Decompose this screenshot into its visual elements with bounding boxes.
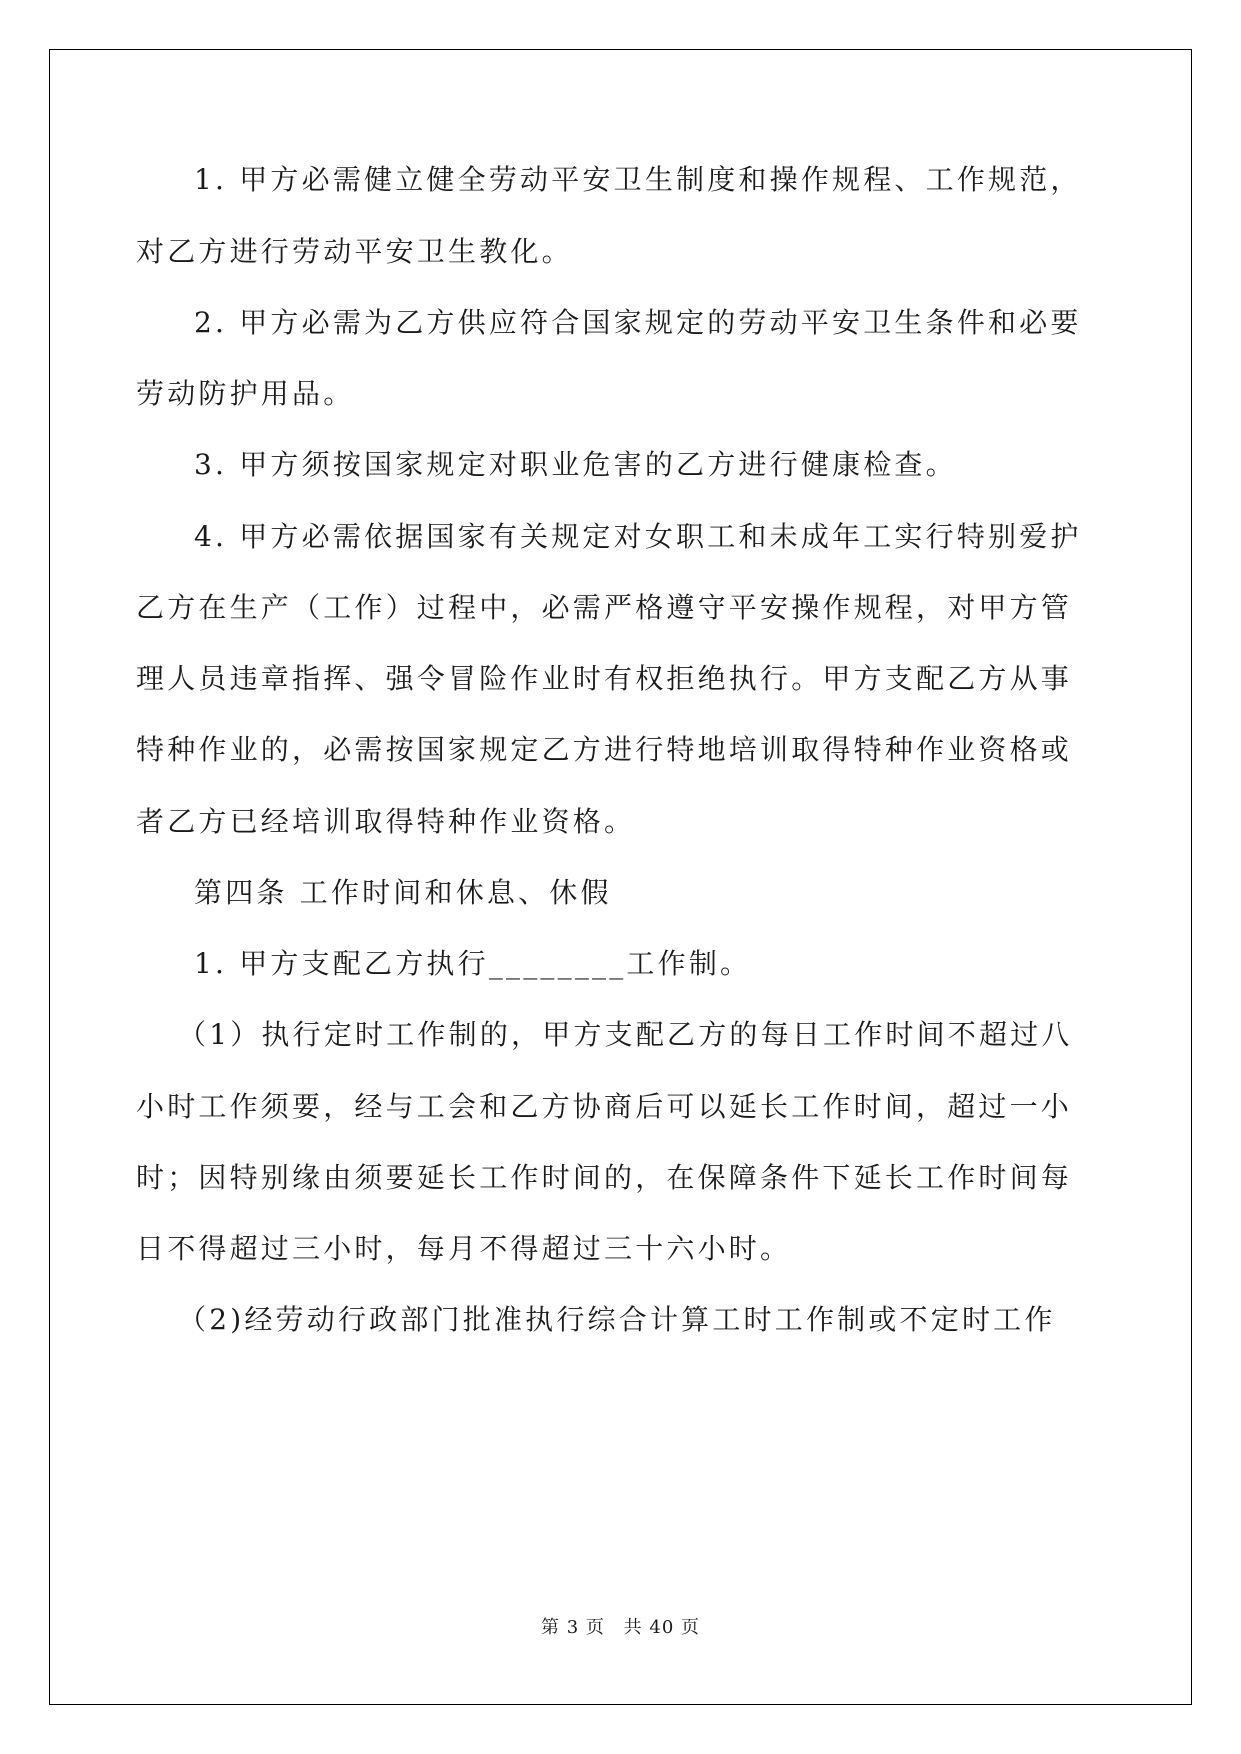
total-pages: 共 40 页 (623, 1617, 700, 1638)
paragraph-line: 者乙方已经培训取得特种作业资格。 (136, 805, 636, 838)
paragraph-line: 对乙方进行劳动平安卫生教化。 (136, 235, 573, 268)
paragraph-line: 劳动防护用品。 (136, 377, 355, 410)
paragraph-line: 4. 甲方必需依据国家有关规定对女职工和未成年工实行特别爱护 (194, 520, 1082, 553)
paragraph-line: （1）执行定时工作制的，甲方支配乙方的每日工作时间不超过八 (178, 1018, 1073, 1051)
paragraph-line: 2. 甲方必需为乙方供应符合国家规定的劳动平安卫生条件和必要 (194, 306, 1082, 339)
paragraph-line: 理人员违章指挥、强令冒险作业时有权拒绝执行。甲方支配乙方从事 (136, 662, 1073, 695)
paragraph-line: 乙方在生产（工作）过程中，必需严格遵守平安操作规程，对甲方管 (136, 591, 1073, 624)
paragraph-line: 小时工作须要，经与工会和乙方协商后可以延长工作时间，超过一小 (136, 1090, 1073, 1123)
paragraph-line: 1. 甲方必需健立健全劳动平安卫生制度和操作规程、工作规范， (194, 163, 1082, 196)
paragraph-line: 3. 甲方须按国家规定对职业危害的乙方进行健康检查。 (194, 448, 957, 481)
paragraph-line: 日不得超过三小时，每月不得超过三十六小时。 (136, 1232, 792, 1265)
page-number: 第 3 页 (541, 1617, 605, 1638)
paragraph-line: 时；因特别缘由须要延长工作时间的，在保障条件下延长工作时间每 (136, 1161, 1073, 1194)
paragraph-line: 特种作业的，必需按国家规定乙方进行特地培训取得特种作业资格或 (136, 733, 1073, 766)
page-footer (0, 1617, 1241, 1639)
paragraph-line: 1. 甲方支配乙方执行________工作制。 (194, 947, 752, 980)
section-heading: 第四条 工作时间和休息、休假 (194, 876, 612, 909)
paragraph-line: （2)经劳动行政部门批准执行综合计算工时工作制或不定时工作 (178, 1303, 1056, 1336)
